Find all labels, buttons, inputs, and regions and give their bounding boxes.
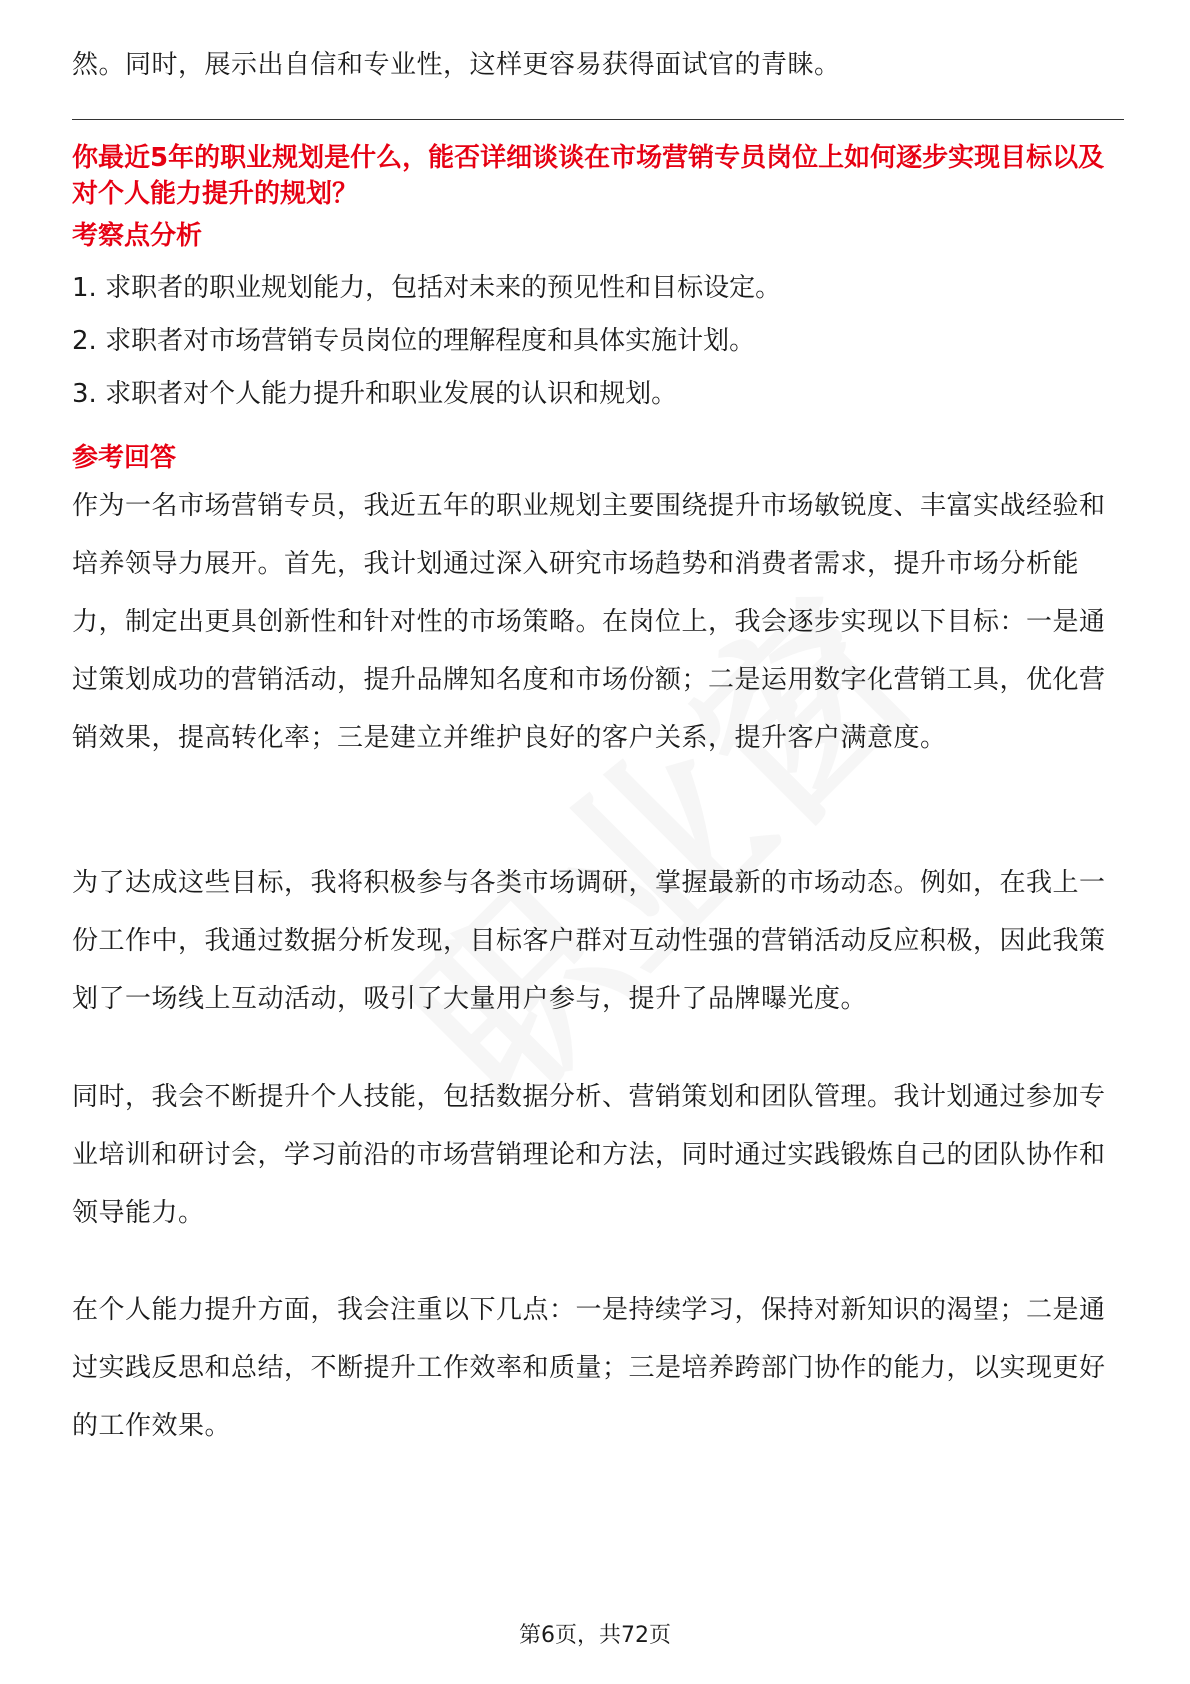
intro-fragment: 然。同时，展示出自信和专业性，这样更容易获得面试官的青睐。 <box>72 50 841 80</box>
answer-paragraph-3: 同时，我会不断提升个人技能，包括数据分析、营销策划和团队管理。我计划通过参加专业培训和研讨会，学习前沿的市场营销理论和方法，同时通过实践锻炼自己的团队协作和领导能力。 <box>72 1082 1106 1228</box>
answer-paragraph-2: 为了达成这些目标，我将积极参与各类市场调研，掌握最新的市场动态。例如，在我上一份工作中，我通过数据分析发现，目标客户群对互动性强的营销活动反应积极，因此我策划了一场线上互动活动，吸引了大量用户参与，提升了品牌曝光度。 <box>72 868 1106 1014</box>
page-number: 第6页，共72页 <box>519 1623 671 1648</box>
section-divider <box>72 119 1124 120</box>
interview-question: 你最近5年的职业规划是什么，能否详细谈谈在市场营销专员岗位上如何逐步实现目标以及对个人能力提升的规划？ <box>72 143 1105 209</box>
analysis-item-3: 3. 求职者对个人能力提升和职业发展的认识和规划。 <box>72 379 678 409</box>
answer-paragraph-4: 在个人能力提升方面，我会注重以下几点：一是持续学习，保持对新知识的渴望；二是通过实践反思和总结，不断提升工作效率和质量；三是培养跨部门协作的能力，以实现更好的工作效果。 <box>72 1295 1106 1441</box>
answer-paragraph-1: 作为一名市场营销专员，我近五年的职业规划主要围绕提升市场敏锐度、丰富实战经验和培养领导力展开。首先，我计划通过深入研究市场趋势和消费者需求，提升市场分析能力，制定出更具创新性和针对性的市场策略。在岗位上，我会逐步实现以下目标：一是通过策划成功的营销活动，提升品牌知名度和市场份额；二是运用数字化营销工具，优化营销效果，提高转化率；三是建立并维护良好的客户关系，提升客户满意度。 <box>72 491 1106 753</box>
analysis-item-1: 1. 求职者的职业规划能力，包括对未来的预见性和目标设定。 <box>72 273 782 303</box>
answer-heading: 参考回答 <box>72 443 177 473</box>
analysis-heading: 考察点分析 <box>72 221 203 251</box>
document-page <box>72 0 1124 1684</box>
analysis-item-2: 2. 求职者对市场营销专员岗位的理解程度和具体实施计划。 <box>72 326 756 356</box>
